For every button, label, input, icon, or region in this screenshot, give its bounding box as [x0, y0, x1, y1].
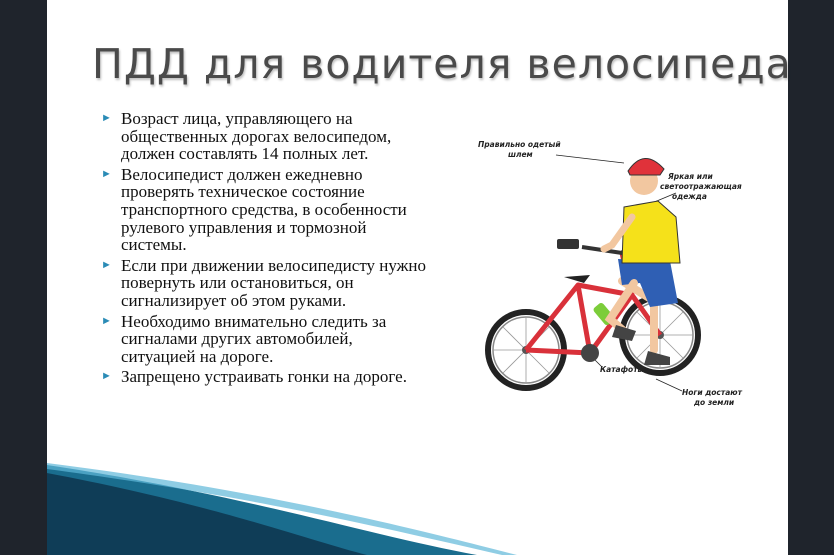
slide [47, 0, 792, 555]
callout-clothing-2: светоотражающая [660, 182, 742, 191]
bullet-text: Запрещено устраивать гонки на дороге. [121, 367, 407, 387]
triangle-right-icon: ► [101, 314, 112, 327]
decorative-swoosh [47, 455, 788, 555]
helmet-icon [628, 158, 664, 175]
bullet-text: Если при движении велосипедисту нужно повернуть или остановиться, он сигнализирует об этом руками. [121, 255, 426, 310]
bullet-item [99, 257, 429, 310]
triangle-right-icon: ► [101, 370, 112, 383]
callout-helmet-2: шлем [508, 150, 533, 159]
callout-feet-1: Ноги достают [682, 388, 742, 397]
bullet-item [99, 368, 429, 386]
triangle-right-icon: ► [101, 258, 112, 271]
cyclist-illustration [472, 135, 742, 410]
bullet-list [99, 110, 429, 389]
callout-feet-2: до земли [694, 398, 735, 407]
bullet-item [99, 313, 429, 366]
callout-clothing-1: Яркая или [668, 172, 713, 181]
bullet-item [99, 110, 429, 163]
slide-title: ПДД для водителя велосипеда [92, 40, 792, 88]
bullet-text: Необходимо внимательно следить за сигналами других автомобилей, ситуацией на дороге. [121, 311, 387, 366]
headlight-icon [557, 239, 579, 249]
bullet-text: Велосипедист должен ежедневно проверять техническое состояние транспортного средства, в особенности рулевого управления и тормозной системы. [121, 164, 407, 255]
callout-reflectors: Катафоты [600, 365, 645, 374]
bullet-text: Возраст лица, управляющего на общественных дорогах велосипедом, должен составлять 14 полных лет. [121, 109, 392, 164]
triangle-right-icon: ► [101, 112, 112, 124]
callout-helmet-1: Правильно одетый [478, 140, 561, 149]
bullet-item [99, 166, 429, 254]
callout-clothing-3: одежда [672, 192, 707, 201]
triangle-right-icon: ► [101, 167, 112, 180]
